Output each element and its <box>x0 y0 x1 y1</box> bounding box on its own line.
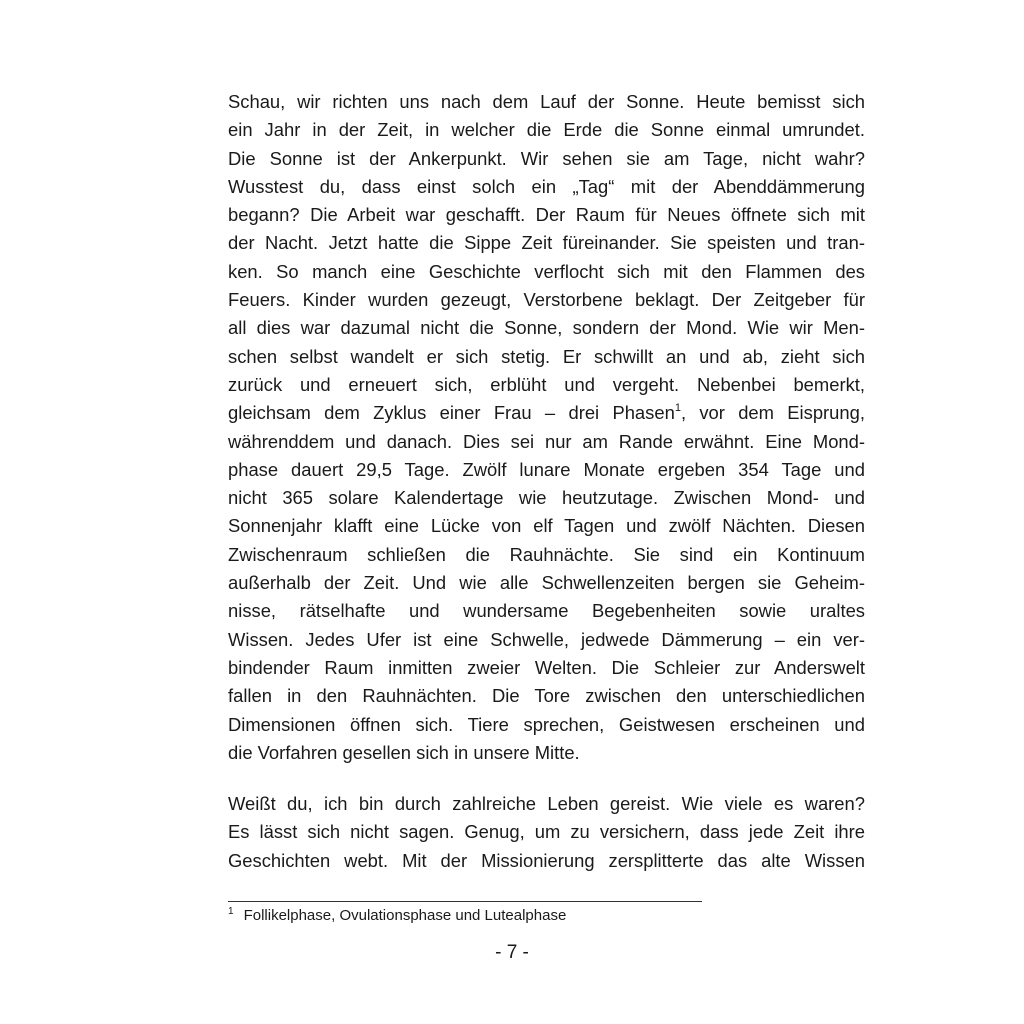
text-line: Wissen. Jedes Ufer ist eine Schwelle, jedwede Dämmerung – ein ver- <box>228 628 865 650</box>
text-line: Schau, wir richten uns nach dem Lauf der Sonne. Heute bemisst sich <box>228 91 865 112</box>
text-line: begann? Die Arbeit war geschafft. Der Raum für Neues öffnete sich mit <box>228 204 865 226</box>
text-line: zurück und erneuert sich, erblüht und vergeht. Nebenbei bemerkt, <box>228 373 865 395</box>
footnote-text: Follikelphase, Ovulationsphase und Lutealphase <box>243 907 567 924</box>
text-line: Wusstest du, dass einst solch ein „Tag“ mit der Abenddämmerung <box>228 175 865 197</box>
text-line: nisse, rätselhafte und wundersame Begebenheiten sowie uraltes <box>228 600 865 622</box>
text-line: Es lässt sich nicht sagen. Genug, um zu versichern, dass jede Zeit ihre <box>228 821 865 843</box>
text-line-segment: gleichsam dem Zyklus einer Frau – drei Phasen <box>228 402 675 424</box>
footnote-reference: 1 <box>674 402 681 415</box>
text-line: der Nacht. Jetzt hatte die Sippe Zeit füreinander. Sie speisten und tran- <box>228 232 865 254</box>
text-line: nicht 365 solare Kalendertage wie heutzutage. Zwischen Mond- und <box>228 487 865 509</box>
text-line: die Vorfahren gesellen sich in unsere Mitte. <box>228 741 580 763</box>
text-line-segment: , vor dem Eisprung, <box>680 402 865 424</box>
footnote-mark: 1 <box>228 906 234 917</box>
text-line: fallen in den Rauhnächten. Die Tore zwischen den unterschiedlichen <box>228 685 865 707</box>
text-line: Dimensionen öffnen sich. Tiere sprechen, Geistwesen erscheinen und <box>228 713 865 735</box>
text-line: schen selbst wandelt er sich stetig. Er schwillt an und ab, zieht sich <box>228 345 865 367</box>
text-line: ken. So manch eine Geschichte verflocht sich mit den Flammen des <box>228 260 865 282</box>
text-line: all dies war dazumal nicht die Sonne, sondern der Mond. Wie wir Men- <box>228 317 865 339</box>
text-line: phase dauert 29,5 Tage. Zwölf lunare Monate ergeben 354 Tage und <box>228 458 865 480</box>
page-number: - 7 - <box>495 942 529 963</box>
text-line: außerhalb der Zeit. Und wie alle Schwellenzeiten bergen sie Geheim- <box>228 572 865 594</box>
text-line: Geschichten webt. Mit der Missionierung zersplitterte das alte Wissen <box>228 849 865 871</box>
footnote-divider <box>228 901 702 902</box>
text-line: währenddem und danach. Dies sei nur am Rande erwähnt. Eine Mond- <box>228 430 865 452</box>
text-line: bindender Raum inmitten zweier Welten. Die Schleier zur Anderswelt <box>228 656 865 678</box>
text-line: Weißt du, ich bin durch zahlreiche Leben gereist. Wie viele es waren? <box>228 793 865 814</box>
footnote <box>228 905 566 927</box>
text-line: Zwischenraum schließen die Rauhnächte. Sie sind ein Kontinuum <box>228 543 865 565</box>
text-line: ein Jahr in der Zeit, in welcher die Erde die Sonne einmal umrundet. <box>228 119 865 141</box>
body-paragraph-1 <box>228 88 865 767</box>
text-line: Feuers. Kinder wurden gezeugt, Verstorbene beklagt. Der Zeitgeber für <box>228 289 865 311</box>
text-line: Die Sonne ist der Ankerpunkt. Wir sehen sie am Tage, nicht wahr? <box>228 147 865 169</box>
text-line-with-footnote <box>228 399 865 427</box>
body-paragraph-2 <box>228 790 865 875</box>
text-line: Sonnenjahr klafft eine Lücke von elf Tagen und zwölf Nächten. Diesen <box>228 515 865 537</box>
